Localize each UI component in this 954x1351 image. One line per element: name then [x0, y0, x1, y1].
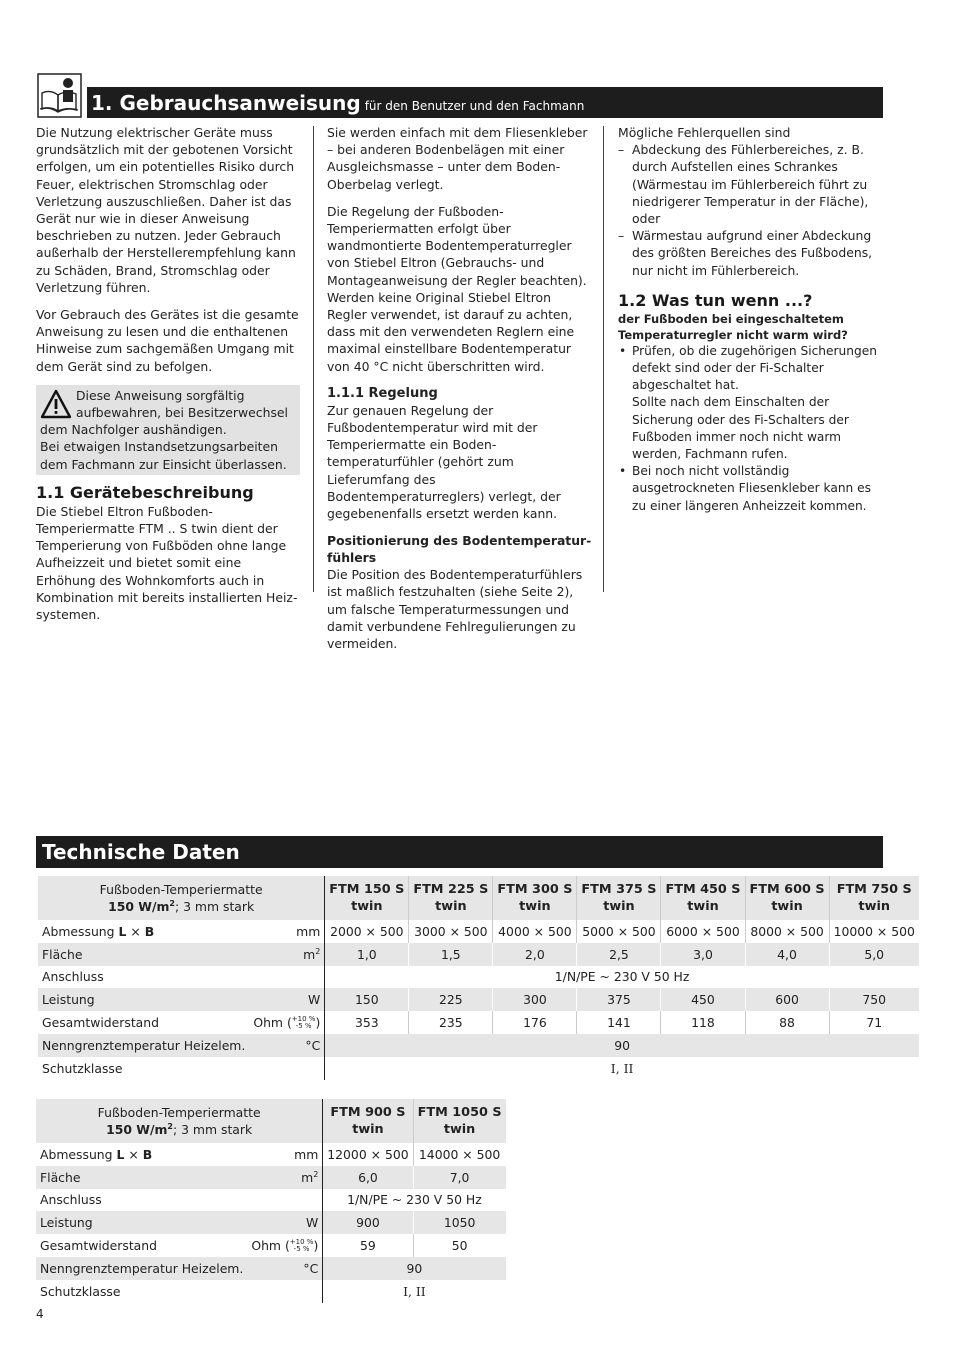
text-column-1	[36, 124, 300, 633]
table-cell: 1,0	[325, 943, 409, 966]
table-row	[36, 1143, 506, 1166]
table-cell: 6,0	[323, 1166, 413, 1189]
paragraph: Die Regelung der Fußboden-Temperiermatten erfolgt über wandmontierte Bodentemperaturregler von Stiebel Eltron (Gebrauchs- und Montageanweisung der Regler beachten). Werden keine Original Stiebel Eltron Regler verwendet, ist darauf zu achten, dass mit den verwendeten Reglern eine maximal einstellbare Bodentemperatur von 40 °C nicht überschritten wird.	[327, 203, 587, 374]
table-header-row	[36, 1099, 506, 1143]
heading-positionierung: Positionierung des Bodentemperaturfühlers	[327, 533, 592, 566]
list-item: – Abdeckung des Fühlerbereiches, z. B. durch Aufstellen eines Schrankes (Wärmestau im Fühlerbereich führt zu niedrigerer Temperatur in der Fläche), oder	[618, 141, 882, 227]
table-cell: 12000 × 500	[323, 1143, 413, 1166]
row-label: Abmessung L × B	[40, 1146, 153, 1162]
manual-reader-icon	[37, 73, 82, 118]
list-item: – Wärmestau aufgrund einer Abdeckung des größten Bereiches des Fußbodens, nur nicht im Fühlerbereich.	[618, 227, 882, 279]
column-divider	[313, 126, 314, 592]
table-cell: 375	[577, 988, 661, 1011]
paragraph: Die Stiebel Eltron Fußboden-Temperiermatte FTM .. S twin dient der Temperierung von Fußböden ohne lange Aufheizzeit und bietet somit eine Erhöhung des Wohnkomforts auch in Kombination mit bereits installierten Heizsystemen.	[36, 503, 298, 623]
warning-box	[36, 385, 300, 475]
model-header: FTM 150 S twin	[325, 876, 409, 920]
table-row	[36, 1166, 506, 1189]
row-label: Nenngrenztemperatur Heizelem.	[36, 1257, 247, 1280]
table-cell: 2,0	[493, 943, 577, 966]
table-cell: 4,0	[745, 943, 829, 966]
table-cell: 4000 × 500	[493, 920, 577, 943]
tech-data-table-1	[38, 876, 919, 1080]
table-cell: 600	[745, 988, 829, 1011]
table-cell: 353	[325, 1011, 409, 1034]
table-cell: 118	[661, 1011, 745, 1034]
row-label: Gesamtwiderstand	[42, 1014, 159, 1030]
table-cell: I, II	[325, 1057, 919, 1080]
table-cell: 59	[323, 1234, 413, 1257]
heading-1-2: 1.2 Was tun wenn ...?	[618, 290, 813, 310]
list-item: • Bei noch nicht vollständig ausgetrockneten Fliesenkleber kann es zu einer längeren Anheizzeit kommen.	[618, 463, 882, 515]
table-cell: I, II	[323, 1280, 506, 1303]
row-unit: mm	[247, 1143, 322, 1166]
text-column-2	[327, 124, 592, 662]
table-cell: 5000 × 500	[577, 920, 661, 943]
table-cell: 90	[325, 1034, 919, 1057]
table-cell: 750	[829, 988, 919, 1011]
paragraph: Sie werden einfach mit dem Fliesenkleber – bei anderen Bodenbelägen mit einer Ausgleichsmasse – unter dem Boden-Oberbelag verlegt.	[327, 125, 588, 192]
table-cell: 141	[577, 1011, 661, 1034]
table-row	[38, 1034, 919, 1057]
row-label: Anschluss	[42, 969, 104, 985]
table-cell: 176	[493, 1011, 577, 1034]
row-unit: °C	[249, 1034, 324, 1057]
text-column-3	[618, 124, 882, 515]
table-row	[36, 1211, 506, 1234]
table-cell: 3000 × 500	[409, 920, 493, 943]
table-header-label: Fußboden-Temperiermatte 150 $W/m^2$; 3 mm stark	[38, 876, 325, 920]
table-header-row	[38, 876, 919, 920]
row-label: Anschluss	[40, 1192, 102, 1208]
row-unit: $m^2$	[249, 943, 324, 966]
table-cell: 90	[323, 1257, 506, 1280]
model-header: FTM 900 S twin	[323, 1099, 413, 1143]
paragraph: Vor Gebrauch des Gerätes ist die gesamte Anweisung zu lesen und die enthaltenen Hinweise zum sachgemäßen Umgang mit dem Gerät sind zu befolgen.	[36, 307, 299, 374]
table-cell: 5,0	[829, 943, 919, 966]
model-header: FTM 1050 S twin	[413, 1099, 505, 1143]
paragraph: Mögliche Fehlerquellen sind	[618, 125, 791, 140]
row-label: Leistung	[38, 988, 249, 1011]
row-unit: Ohm (+10 % -5 % )	[247, 1234, 322, 1257]
model-header: FTM 225 S twin	[409, 876, 493, 920]
table-cell: 71	[829, 1011, 919, 1034]
heading-1-1: 1.1 Gerätebeschreibung	[36, 482, 254, 502]
row-unit: $m^2$	[247, 1166, 322, 1189]
row-unit: mm	[249, 920, 324, 943]
model-header: FTM 375 S twin	[577, 876, 661, 920]
table-cell: 10000 × 500	[829, 920, 919, 943]
table-header-label: Fußboden-Temperiermatte 150 $W/m^2$; 3 mm stark	[36, 1099, 323, 1143]
table-cell: 1050	[413, 1211, 505, 1234]
warning-triangle-icon	[40, 389, 72, 419]
table-cell: 3,0	[661, 943, 745, 966]
section-header-bar	[87, 87, 883, 118]
table-cell: 8000 × 500	[745, 920, 829, 943]
row-unit: W	[247, 1211, 322, 1234]
table-cell: 1,5	[409, 943, 493, 966]
row-unit: °C	[247, 1257, 322, 1280]
question-text: der Fußboden bei eingeschaltetem Temperaturregler nicht warm wird?	[618, 311, 848, 342]
model-header: FTM 450 S twin	[661, 876, 745, 920]
tech-data-table-2	[36, 1099, 506, 1303]
table-cell: 900	[323, 1211, 413, 1234]
table-row	[38, 1011, 919, 1034]
table-cell: 1/N/PE ~ 230 V 50 Hz	[325, 966, 919, 989]
table-cell: 225	[409, 988, 493, 1011]
table-row	[38, 943, 919, 966]
row-unit: W	[249, 988, 324, 1011]
table-row	[38, 966, 919, 989]
heading-1-1-1: 1.1.1 Regelung	[327, 385, 438, 401]
table-cell: 7,0	[413, 1166, 505, 1189]
paragraph: Die Position des Bodentemperaturfühlers ist maßlich festzuhalten (siehe Seite 2), um falsche Temperaturmessungen und damit verbundene Fehlregulierungen zu vermeiden.	[327, 567, 583, 652]
row-label: Leistung	[36, 1211, 247, 1234]
paragraph: Zur genauen Regelung der Fußbodentemperatur wird mit der Temperiermatte ein Bodentemperaturfühler (gehört zum Lieferumfang des Bodentemperaturreglers) verlegt, der gegebenenfalls ersetzt werden kann.	[327, 402, 561, 522]
row-label: Schutzklasse	[40, 1283, 121, 1299]
paragraph: Die Nutzung elektrischer Geräte muss grundsätzlich mit der gebotenen Vorsicht erfolgen, um ein potentielles Risiko durch Feuer, elektrischen Stromschlag oder Verletzung auszuschließen. Daher ist das Gerät nur wie in dieser Anweisung beschrieben zu nutzen. Jeder Gebrauch außerhalb der Herstellerempfehlung kann zu Schäden, Brand, Stromschlag oder Verletzung führen.	[36, 125, 296, 295]
row-label: Schutzklasse	[42, 1060, 123, 1076]
table-cell: 150	[325, 988, 409, 1011]
section-title: 1. Gebrauchsanweisung für den Benutzer und den Fachmann	[91, 91, 585, 115]
section-subtitle: für den Benutzer und den Fachmann	[364, 99, 585, 113]
row-label: Fläche	[36, 1166, 247, 1189]
row-label: Nenngrenztemperatur Heizelem.	[38, 1034, 249, 1057]
warning-text: Bei etwaigen Instandsetzungsarbeiten dem Fachmann zur Einsicht überlassen.	[40, 439, 287, 472]
tech-data-header: Technische Daten	[36, 836, 883, 868]
column-divider	[603, 126, 604, 592]
table-cell: 6000 × 500	[661, 920, 745, 943]
model-header: FTM 600 S twin	[745, 876, 829, 920]
table-row	[38, 920, 919, 943]
table-row	[38, 988, 919, 1011]
table-cell: 450	[661, 988, 745, 1011]
table-cell: 235	[409, 1011, 493, 1034]
model-header: FTM 300 S twin	[493, 876, 577, 920]
table-cell: 1/N/PE ~ 230 V 50 Hz	[323, 1189, 506, 1212]
table-row	[36, 1234, 506, 1257]
row-label: Fläche	[38, 943, 249, 966]
table-cell: 14000 × 500	[413, 1143, 505, 1166]
table-row	[36, 1257, 506, 1280]
table-cell: 2000 × 500	[325, 920, 409, 943]
row-label: Gesamtwiderstand	[40, 1237, 157, 1253]
table-row	[38, 1057, 919, 1080]
warning-text: Diese Anweisung sorgfältig aufbewahren, bei Besitzerwechsel dem Nachfolger aushändigen.	[40, 387, 288, 438]
table-cell: 2,5	[577, 943, 661, 966]
model-header: FTM 750 S twin	[829, 876, 919, 920]
troubleshoot-list	[618, 343, 882, 515]
page-number: 4	[36, 1307, 44, 1321]
table-row	[36, 1189, 506, 1212]
error-sources-list	[618, 141, 882, 279]
table-cell: 300	[493, 988, 577, 1011]
list-item: • Prüfen, ob die zugehörigen Sicherungen defekt sind oder der Fi-Schalter abgeschaltet hat. Sollte nach dem Einschalten der Sicherung oder des Fi-Schalters der Fußboden immer noch nicht warm werden, Fachmann rufen.	[618, 343, 882, 463]
table-cell: 50	[413, 1234, 505, 1257]
table-row	[36, 1280, 506, 1303]
row-label: Abmessung L × B	[42, 923, 155, 939]
table-cell: 88	[745, 1011, 829, 1034]
row-unit: Ohm (+10 % -5 % )	[249, 1011, 324, 1034]
